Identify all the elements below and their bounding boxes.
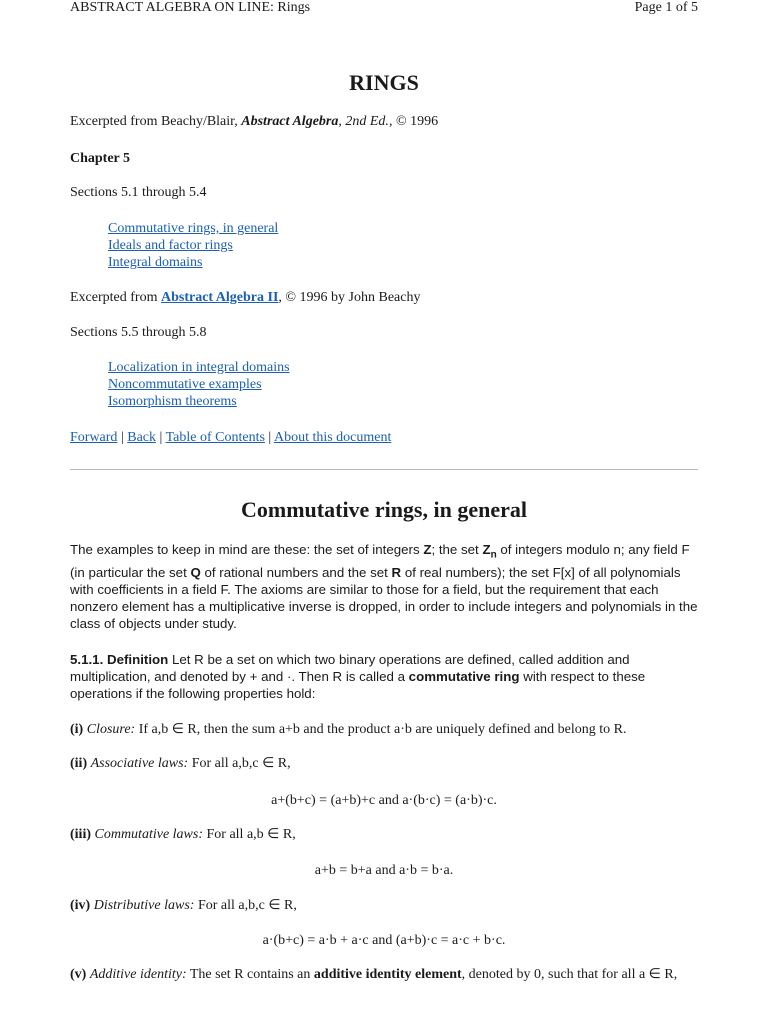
nav-about-link[interactable]: About this document: [273, 430, 392, 445]
edition: 2nd Ed.: [345, 114, 389, 129]
chapter-heading: Chapter 5: [70, 151, 131, 166]
page-number: Page 1 of 5: [634, 0, 698, 15]
link-ideals-factor-rings[interactable]: Ideals and factor rings: [108, 238, 233, 253]
link-noncommutative-examples[interactable]: Noncommutative examples: [108, 377, 262, 392]
set-q: Q: [190, 564, 201, 580]
property-associative: (ii) Associative laws: For all a,b,c ∈ R,: [70, 756, 291, 771]
intro-paragraph: The examples to keep in mind are these: the set of integers Z; the set $Z_n$ of integers modulo n; any field F (in particular the set Q of rational numbers and the set R of real numbers); the set F[x] of all polynomials with coefficients in a field F. The axioms are similar to those for a field, but the requirement that each nonzero element has a multiplicative inverse is dropped, in order to include integers and polynomials in the class of objects under study.: [70, 542, 698, 631]
page-title: RINGS: [349, 70, 419, 95]
nav-bar: Forward | Back | Table of Contents | About this document: [70, 430, 392, 445]
link-isomorphism-theorems[interactable]: Isomorphism theorems: [108, 394, 237, 409]
property-distributive: (iv) Distributive laws: For all a,b,c ∈ R,: [70, 898, 297, 913]
book-title: Abstract Algebra: [241, 114, 339, 129]
nav-toc-link[interactable]: Table of Contents: [165, 430, 265, 445]
property-commutative: (iii) Commutative laws: For all a,b ∈ R,: [70, 827, 296, 842]
divider: [70, 469, 698, 470]
section-title: Commutative rings, in general: [241, 497, 527, 522]
nav-forward-link[interactable]: Forward: [70, 430, 118, 445]
set-zn: $Z_n$: [482, 542, 497, 561]
header-title: ABSTRACT ALGEBRA ON LINE: Rings: [70, 0, 311, 15]
definition-number: 5.1.1. Definition: [70, 652, 169, 667]
nav-back-link[interactable]: Back: [127, 430, 157, 445]
link-list-2: [108, 359, 290, 410]
link-integral-domains[interactable]: Integral domains: [108, 255, 203, 270]
definition-paragraph: 5.1.1. Definition Let R be a set on which two binary operations are defined, called addition and multiplication, and denoted by + and ·. Then R is called a commutative ring with respect to these operations if the following properties hold:: [70, 652, 646, 701]
property-additive-identity: (v) Additive identity: The set R contains an additive identity element, denoted by 0, such that for all a ∈ R,: [70, 967, 678, 982]
sections-range-2: Sections 5.5 through 5.8: [70, 325, 207, 340]
set-z: Z: [423, 542, 432, 557]
formula-associative: a+(b+c) = (a+b)+c and a·(b·c) = (a·b)·c.: [271, 793, 497, 808]
definition-term: commutative ring: [408, 669, 520, 684]
excerpt-line-1: Excerpted from Beachy/Blair, Abstract Algebra, 2nd Ed., © 1996: [70, 114, 439, 129]
page-header: [70, 0, 698, 18]
link-localization[interactable]: Localization in integral domains: [108, 360, 290, 375]
link-list-1: [108, 220, 278, 271]
formula-distributive: a·(b+c) = a·b + a·c and (a+b)·c = a·c + b·c.: [262, 933, 506, 948]
link-abstract-algebra-ii[interactable]: Abstract Algebra II: [160, 290, 279, 305]
excerpt-line-2: Excerpted from Abstract Algebra II, © 1996 by John Beachy: [70, 290, 421, 305]
formula-commutative: a+b = b+a and a·b = b·a.: [314, 863, 454, 878]
set-r: R: [391, 564, 402, 580]
property-closure: (i) Closure: If a,b ∈ R, then the sum a+b and the product a·b are uniquely defined and belong to R.: [70, 722, 627, 737]
sections-range-1: Sections 5.1 through 5.4: [70, 185, 207, 200]
link-commutative-rings[interactable]: Commutative rings, in general: [108, 221, 279, 236]
